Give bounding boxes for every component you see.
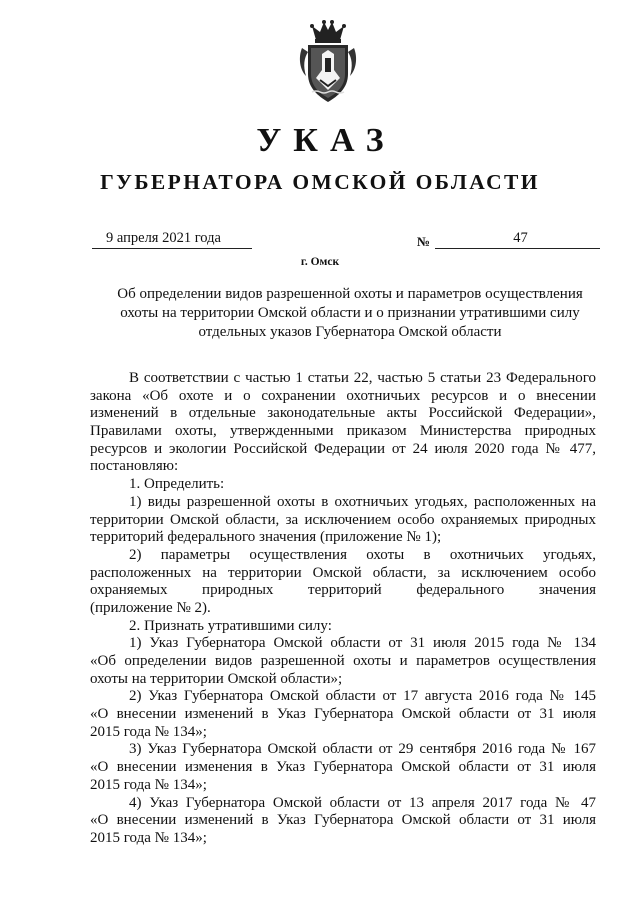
heading-line: Об определении видов разрешенной охоты и параметров осуществления [117,286,583,302]
body-line: постановляю: [90,458,179,475]
body-line: охоты на территории Омской области»; [90,670,343,687]
document-subtitle: ГУБЕРНАТОРА ОМСКОЙ ОБЛАСТИ [100,170,540,194]
body-line: расположенных на территории Омской области, за исключением особо [90,564,596,581]
number-underline [435,248,600,249]
document-title: УКАЗ [256,122,396,159]
body-line: 2) параметры осуществления охоты в охотничьих угодьях, [129,546,596,563]
date-underline [92,248,252,249]
body-line: 2015 года № 134»; [90,829,207,846]
body-line: (приложение № 2). [90,599,211,616]
body-line: «О внесении изменений в Указ Губернатора Омской области от 31 июля [90,812,596,829]
heading-line: отдельных указов Губернатора Омской области [198,324,502,340]
number-field [435,230,600,249]
body-line: «О внесении изменений в Указ Губернатора Омской области от 31 июля [90,706,596,723]
document-date: 9 апреля 2021 года [106,230,221,246]
body-line: изменений в отдельные законодательные акты Российской Федерации», [90,405,596,422]
body-line: «О внесении изменения в Указ Губернатора Омской области от 31 июля [90,759,596,776]
number-label: № [417,234,431,249]
body-line: 2015 года № 134»; [90,776,207,793]
body-line: территорий федерального значения (приложение № 1); [90,529,442,546]
body-line: 1) виды разрешенной охоты в охотничьих угодьях, расположенных на [129,493,596,510]
body-line: В соответствии с частью 1 статьи 22, частью 5 статьи 23 Федерального [129,370,596,386]
document-heading [92,285,608,342]
body-line: 2015 года № 134»; [90,723,207,740]
body-line: 3) Указ Губернатора Омской области от 29 сентября 2016 года № 167 [129,741,596,758]
body-line: охраняемых природных территорий федерального значения [90,582,596,599]
body-line: 2) Указ Губернатора Омской области от 17 августа 2016 года № 145 [129,688,596,705]
omsk-coat-of-arms-icon [298,18,358,104]
city-label: г. Омск [300,256,340,268]
body-line: 2. Признать утратившими силу: [129,617,332,634]
body-line: территории Омской области, за исключением особо охраняемых природных [90,511,596,528]
document-number: 47 [513,230,528,246]
heading-line: охоты на территории Омской области и о признании утратившими силу [120,305,580,321]
date-field [92,230,252,249]
body-line: закона «Об охоте и о сохранении охотничьих ресурсов и о внесении [90,387,596,404]
body-line: ресурсов и экологии Российской Федерации от 24 июля 2020 года № 477, [90,440,596,457]
body-line: «Об определении видов разрешенной охоты и параметров осуществления [90,653,596,669]
body-line: 1) Указ Губернатора Омской области от 31 июля 2015 года № 134 [129,635,596,652]
body-line: Правилами охоты, утвержденными приказом Министерства природных [90,423,596,440]
body-line: 1. Определить: [129,476,225,493]
body-line: 4) Указ Губернатора Омской области от 13 апреля 2017 года № 47 [129,794,596,811]
document-body [90,370,596,848]
